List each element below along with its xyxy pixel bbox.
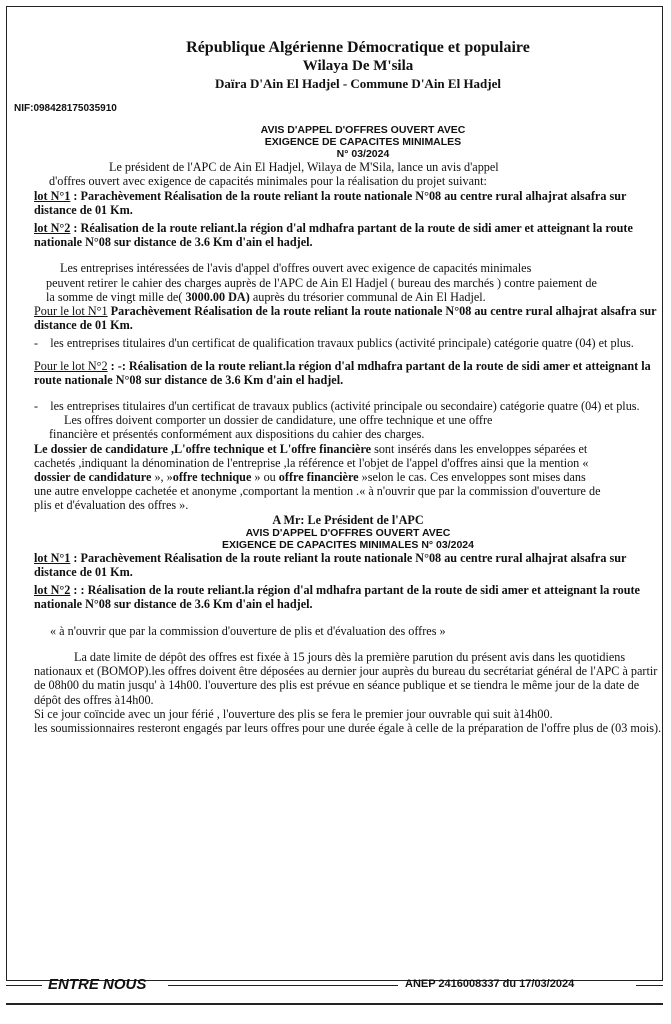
lot2-label: lot N°2: [34, 221, 71, 236]
avis2-line1: AVIS D'APPEL D'OFFRES OUVERT AVEC: [245, 526, 451, 539]
header: [54, 38, 662, 92]
avis-title: [64, 124, 662, 160]
footer-rule-middle: [168, 985, 398, 986]
daira-title: Daïra D'Ain El Hadjel - Commune D'Ain El Hadjel: [214, 76, 501, 91]
enterprises-line3a: la somme de vingt mille de(: [46, 289, 183, 304]
lot1-text: : Parachèvement Réalisation de la route reliant la route nationale N°08 au centre rural alhajrat alsafra sur distance de 01 Km.: [34, 188, 627, 217]
avis2-line2: EXIGENCE DE CAPACITES MINIMALES N° 03/2024: [222, 538, 474, 551]
enterprises-line3b: auprès du trésorier communal de Ain El Hadjel.: [249, 289, 486, 304]
pour-lot1-label: Pour le lot N°1: [34, 304, 108, 319]
avis-title-2: [34, 527, 662, 551]
intro-line2: d'offres ouvert avec exigence de capacités minimales pour la réalisation du projet suivant:: [49, 174, 487, 189]
no-open-mention: « à n'ouvrir que par la commission d'ouverture de plis et d'évaluation des offres »: [50, 623, 446, 638]
entre-nous-label: ENTRE NOUS: [48, 976, 147, 993]
addressee: A Mr: Le Président de l'APC: [272, 512, 424, 527]
lot1b-paragraph: [14, 551, 662, 579]
dossier-t1: sont insérés dans les enveloppes séparées et cachetés ,indiquant la dénomination de l'entreprise ,la référence et l'objet de l'appel d'offres ainsi que la mention «: [34, 441, 589, 470]
footer: [0, 975, 671, 997]
pour-lot2-bullet-text: les entreprises titulaires d'un certificat de travaux publics (activité principale ou secondaire) catégorie quatre (04) et plus.: [50, 399, 640, 414]
notice-content: [14, 38, 662, 735]
dossier-t2: », »: [151, 470, 173, 485]
lot2-text: : Réalisation de la route reliant.la région d'al mdhafra partant de la route de sidi amer et atteignant la route nationale N°08 sur distance de 3.6 Km d'ain el hadjel.: [34, 221, 633, 250]
lot1b-label: lot N°1: [34, 550, 71, 565]
dossier-t3: » ou: [251, 470, 279, 485]
lot2-paragraph: [14, 221, 662, 249]
avis-number: N° 03/2024: [336, 148, 390, 161]
pour-lot1-bullet-text: les entreprises titulaires d'un certificat de qualification travaux publics (activité principale) catégorie quatre (04) et plus.: [50, 336, 634, 351]
enterprises-line1: Les entreprises intéressées de l'avis d'appel d'offres ouvert avec exigence de capacités minimales: [60, 261, 532, 276]
dossier-bold1: Le dossier de candidature ,L'offre technique et L'offre financière: [34, 441, 372, 456]
dossier-t4: »selon le cas. Ces enveloppes sont mises dans une autre enveloppe cachetée et anonyme ,comportant la mention .« à n'ouvrir que par la commission d'ouverture de plis et d'évaluation des offres ».: [34, 470, 601, 513]
avis-title-line1: AVIS D'APPEL D'OFFRES OUVERT AVEC: [260, 124, 466, 137]
dossier-bold4: offre financière: [278, 470, 359, 485]
fee-amount: 3000.00 DA): [182, 289, 250, 304]
enterprises-line2: peuvent retirer le cahier des charges auprès de l'APC de Ain El Hadjel ( bureau des marchés ) contre paiement de: [46, 275, 597, 290]
wilaya-title: Wilaya De M'sila: [302, 58, 414, 74]
footer-rule-right: [636, 985, 663, 986]
anep-reference: ANEP 2416008337 du 17/03/2024: [405, 978, 575, 990]
dossier-bold3: offre technique: [172, 470, 252, 485]
pour-lot2-paragraph: [14, 359, 662, 387]
deadline-paragraph: La date limite de dépôt des offres est fixée à 15 jours dès la première parution du présent avis dans les quotidiens nationaux et (BOMOP).les offres doivent être déposées au dernier jour auprès du bureau du secrétariat général de l'APC à partir de 08h00 du matin jusqu' à 14h00. l'ouverture des plis est prévue en séance publique et se tiendra le même jour de la date de dépôt des offres à14h00.: [34, 649, 658, 707]
pour-lot1-text: Parachèvement Réalisation de la route reliant la route nationale N°08 au centre rural alhajrat alsafra sur distance de 01 Km.: [34, 304, 657, 333]
offers-line2: financière et présentés conformément aux dispositions du cahier des charges.: [49, 427, 425, 442]
lot1-paragraph: [14, 189, 662, 217]
lot1b-text: : Parachèvement Réalisation de la route reliant la route nationale N°08 au centre rural alhajrat alsafra sur distance de 01 Km.: [34, 550, 627, 580]
lot2b-text: : : Réalisation de la route reliant.la région d'al mdhafra partant de la route de sidi amer et atteignant la route nationale N°08 sur distance de 3.6 Km d'ain el hadjel.: [34, 583, 640, 612]
commitment-paragraph: les soumissionnaires resteront engagés par leurs offres pour une durée égale à celle de la préparation de l'offre plus de (03 mois).: [34, 720, 662, 735]
republic-title: République Algérienne Démocratique et populaire: [186, 39, 530, 56]
lot2b-label: lot N°2: [34, 583, 71, 598]
nif-number: NIF:098428175035910: [14, 103, 117, 114]
avis-title-line2: EXIGENCE DE CAPACITES MINIMALES: [264, 136, 462, 149]
offers-line1: Les offres doivent comporter un dossier de candidature, une offre technique et une offre: [64, 413, 493, 428]
holiday-paragraph: Si ce jour coïncide avec un jour férié , l'ouverture des plis se fera le premier jour ouvrable qui suit à14h00.: [34, 706, 553, 721]
pour-lot2-text: : -: Réalisation de la route reliant.la région d'al mdhafra partant de la route de sidi amer et atteignant la route nationale N°08 sur distance de 3.6 Km d'ain el hadjel.: [34, 358, 651, 387]
dossier-paragraph: [14, 442, 662, 513]
lot1-label: lot N°1: [34, 188, 71, 203]
pour-lot1-bullet: - les entreprises titulaires d'un certificat de qualification travaux publics (activité principale) catégorie quatre (04) et plus.: [34, 336, 634, 351]
intro-line1: Le président de l'APC de Ain El Hadjel, Wilaya de M'Sila, lance un avis d'appel: [109, 160, 499, 175]
bottom-rule: [6, 1003, 663, 1005]
footer-rule-left: [6, 985, 42, 986]
pour-lot1-paragraph: [14, 304, 662, 332]
enterprises-line3: [14, 290, 662, 304]
lot2b-paragraph: [14, 583, 662, 611]
pour-lot2-label: Pour le lot N°2: [34, 358, 108, 373]
dossier-bold2: dossier de candidature: [34, 470, 152, 485]
pour-lot2-bullet: - les entreprises titulaires d'un certificat de travaux publics (activité principale ou secondaire) catégorie quatre (04) et plus.: [34, 399, 640, 414]
